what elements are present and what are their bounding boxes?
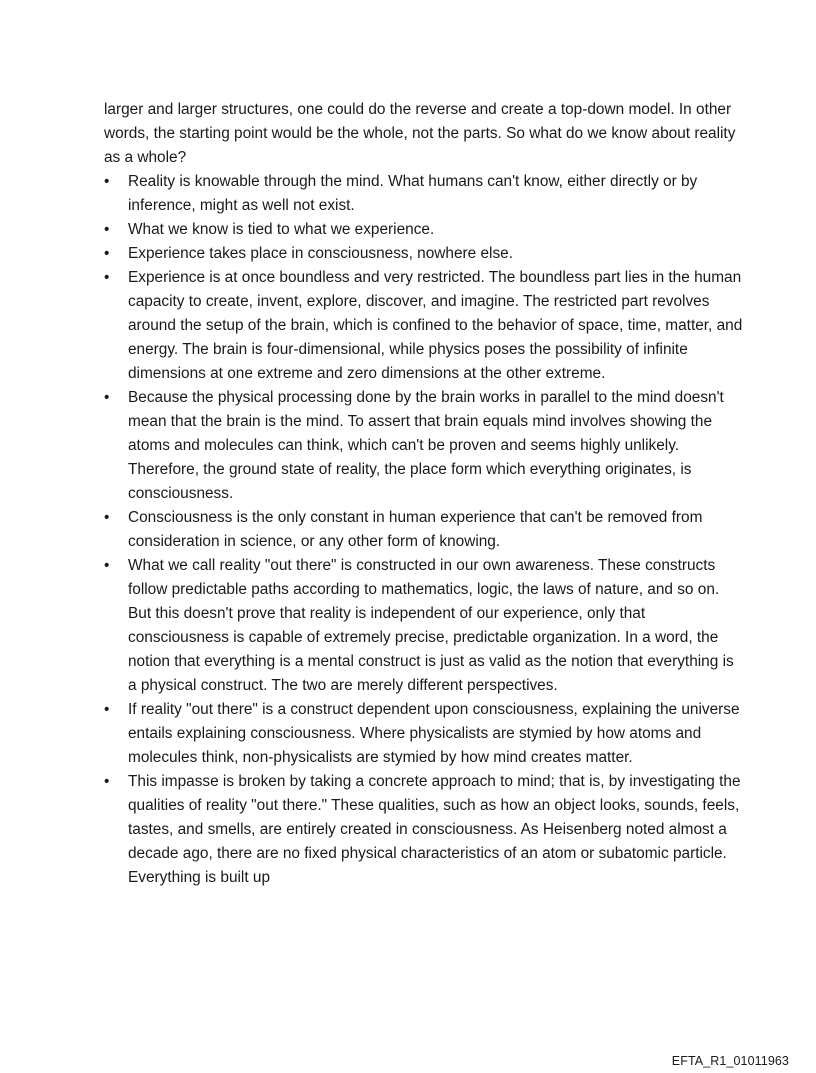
bullet-text: What we call reality "out there" is constructed in our own awareness. These constructs follow predictable paths according to mathematics, logic, the laws of nature, and so on. But this doesn't prove that reality is independent of our experience, only that consciousness is capable of extremely precise, predictable organization. In a word, the notion that everything is a mental construct is just as valid as the notion that everything is a physical construct. The two are merely different perspectives. <box>128 557 734 694</box>
bullet-text: Experience takes place in consciousness, nowhere else. <box>128 245 513 262</box>
bates-number: EFTA_R1_01011963 <box>671 1054 789 1068</box>
bullet-icon: • <box>104 269 110 286</box>
bullet-item <box>104 218 744 242</box>
bullet-text: What we know is tied to what we experience. <box>128 221 435 238</box>
bullet-icon: • <box>104 509 110 526</box>
bullet-item <box>104 506 744 554</box>
bullet-list <box>104 170 744 890</box>
bullet-item <box>104 242 744 266</box>
bullet-item <box>104 170 744 218</box>
bullet-text: If reality "out there" is a construct dependent upon consciousness, explaining the universe entails explaining consciousness. Where physicalists are stymied by how atoms and molecules think, non-physicalists are stymied by how mind creates matter. <box>128 701 740 766</box>
bullet-icon: • <box>104 221 110 238</box>
bullet-item <box>104 770 744 890</box>
bullet-icon: • <box>104 773 110 790</box>
bullet-icon: • <box>104 389 110 406</box>
bullet-text: Reality is knowable through the mind. What humans can't know, either directly or by inference, might as well not exist. <box>128 173 698 214</box>
intro-paragraph <box>104 98 744 170</box>
bullet-item <box>104 386 744 506</box>
bullet-text: Experience is at once boundless and very restricted. The boundless part lies in the human capacity to create, invent, explore, discover, and imagine. The restricted part revolves around the setup of the brain, which is confined to the behavior of space, time, matter, and energy. The brain is four-dimensional, while physics poses the possibility of infinite dimensions at one extreme and zero dimensions at the other extreme. <box>128 269 743 382</box>
bullet-icon: • <box>104 173 110 190</box>
bullet-icon: • <box>104 245 110 262</box>
intro-text: larger and larger structures, one could do the reverse and create a top-down model. In other words, the starting point would be the whole, not the parts. So what do we know about reality as a whole? <box>104 101 736 166</box>
bullet-icon: • <box>104 701 110 718</box>
bullet-text: Consciousness is the only constant in human experience that can't be removed from consideration in science, or any other form of knowing. <box>128 509 703 550</box>
bullet-item <box>104 554 744 698</box>
document-body <box>104 98 744 890</box>
bullet-icon: • <box>104 557 110 574</box>
bullet-text: Because the physical processing done by the brain works in parallel to the mind doesn't mean that the brain is the mind. To assert that brain equals mind involves showing the atoms and molecules can think, which can't be proven and seems highly unlikely. Therefore, the ground state of reality, the place form which everything originates, is consciousness. <box>128 389 724 502</box>
bullet-text: This impasse is broken by taking a concrete approach to mind; that is, by investigating the qualities of reality "out there." These qualities, such as how an object looks, sounds, feels, tastes, and smells, are entirely created in consciousness. As Heisenberg noted almost a decade ago, there are no fixed physical characteristics of an atom or subatomic particle. Everything is built up <box>128 773 741 886</box>
bullet-item <box>104 266 744 386</box>
bullet-item <box>104 698 744 770</box>
